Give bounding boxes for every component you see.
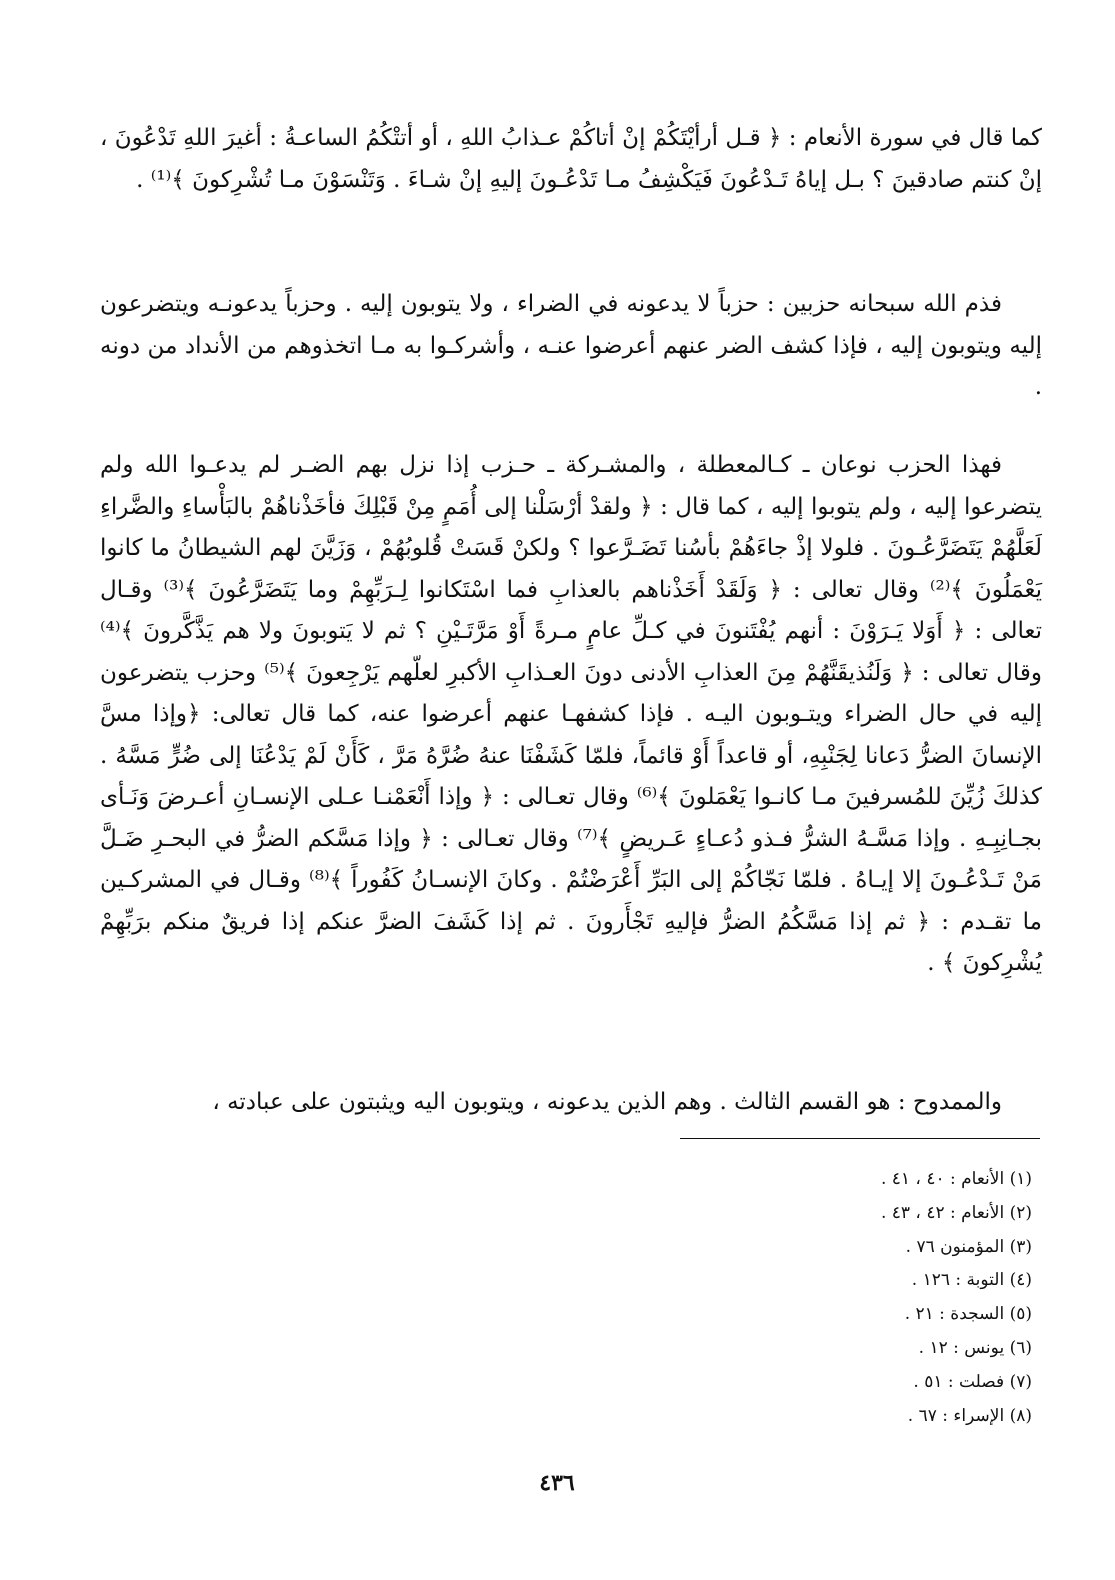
paragraph-2: فذم الله سبحانه حزبين : حزباً لا يدعونه في الضراء ، ولا يتوبون إليه . وحزباً يدعونـه ويتضرعون إليه ويتوبون إليه ، فإذا كشف الضر عنهم أعرضوا عنـه ، وأشركـوا به مـا اتخذوهم من الأنداد من دونه . <box>100 291 1042 400</box>
paragraph-1: كما قال في سورة الأنعام : ﴿ قـل أرأيْتَكُمْ إنْ أتاكُمْ عـذابُ اللهِ ، أو أتتْكُمُ الساعـةُ : أغيرَ اللهِ تَدْعُونَ ، إنْ كنتم صادقينَ ؟ بـل إياهُ تَـدْعُونَ فَيَكْشِفُ مـا تَدْعُـونَ إليهِ إنْ شـاءَ . وَتَنْسَوْنَ مـا تُشْرِكونَ ﴾⁽¹⁾ . <box>100 125 1042 193</box>
paragraph-3: فهذا الحزب نوعان ـ كـالمعطلة ، والمشـركة ـ حـزب إذا نزل بهم الضـر لم يدعـوا الله ولم يتضرعوا إليه ، ولم يتوبوا إليه ، كما قال : ﴿ ولقدْ أرْسَلْنا إلى أُمَمٍ مِنْ قَبْلِكَ فأخَذْناهُمْ بالبَأْساءِ والضَّراءِ لَعَلَّهُمْ يَتَضَرَّعُـونَ . فلولا إذْ جاءَهُمْ بأسُنا تَضَـرَّعوا ؟ ولكنْ قَسَتْ قُلوبُهُمْ ، وَزَيَّنَ لهم الشيطانُ ما كانوا يَعْمَلُونَ ﴾⁽²⁾ وقال تعالى : ﴿ وَلَقَدْ أَخَذْناهم بالعذابِ فما اسْتَكانوا لِـرَبِّهِمْ وما يَتَضَرَّعُونَ ﴾⁽³⁾ وقـال تعالى : ﴿ أَوَلا يَـرَوْنَ : أنهم يُفْتَنونَ في كـلِّ عامٍ مـرةً أَوْ مَرَّتَـيْنِ ؟ ثم لا يَتوبونَ ولا هم يَذَّكَّرونَ ﴾⁽⁴⁾ وقال تعالى : ﴿ وَلَنُذيقَنَّهُمْ مِنَ العذابِ الأدنى دونَ العـذابِ الأكبرِ لعلّهم يَرْجِعونَ ﴾⁽⁵⁾ وحزب يتضرعون إليه في حال الضراء ويتـوبون اليـه . فإذا كشفهـا عنهم أعرضوا عنه، كما قال تعالى: ﴿وإذا مسَّ الإنسانَ الضرُّ دَعانا لِجَنْبِهِ، أو قاعداً أَوْ قائماً، فلمّا كَشَفْنَا عنهُ ضُرَّهُ مَرَّ ، كَأَنْ لَمْ يَدْعُنَا إلى ضُرٍّ مَسَّهُ . كذلكَ زُيِّنَ للمُسرفينَ مـا كانـوا يَعْمَلونَ ﴾⁽⁶⁾ وقال تعـالى : ﴿ وإذا أَنْعَمْنـا عـلى الإنسـانِ أعـرضَ وَنَـأى بجـانِبِـهِ . وإذا مَسَّـهُ الشرُّ فـذو دُعـاءٍ عَـريضٍ ﴾⁽⁷⁾ وقال تعـالى : ﴿ وإذا مَسَّكم الضرُّ في البحـرِ ضَـلَّ مَنْ تَـدْعُـونَ إلا إيـاهُ . فلمّا نَجّاكُمْ إلى البَرِّ أَعْرَضْتُمْ . وكانَ الإنسـانُ كَفُوراً ﴾⁽⁸⁾ وقـال في المشركـين ما تقـدم : ﴿ ثم إذا مَسَّكُمُ الضرُّ فإليهِ تَجْأَرونَ . ثم إذا كَشَفَ الضرَّ عنكم إذا فريقٌ منكم برَبِّهِمْ يُشْرِكونَ ﴾ . <box>100 452 1042 976</box>
footnotes-list <box>660 1163 1032 1433</box>
page-number: ٤٣٦ <box>539 1470 575 1496</box>
footnote-6: (٦) يونس : ١٢ . <box>918 1337 1032 1358</box>
footnote-5: (٥) السجدة : ٢١ . <box>904 1304 1032 1325</box>
footnote-3: (٣) المؤمنون ٧٦ . <box>905 1236 1032 1257</box>
footnote-1: (١) الأنعام : ٤٠ ، ٤١ . <box>880 1169 1032 1189</box>
paragraph-4: والممدوح : هو القسم الثالث . وهم الذين يدعونه ، ويتوبون اليه ويثبتون على عبادته ، <box>212 1089 1002 1115</box>
footnote-2: (٢) الأنعام : ٤٢ ، ٤٣ . <box>880 1202 1032 1223</box>
footnote-8: (٨) الإسراء : ٦٧ . <box>907 1405 1032 1426</box>
footnote-4: (٤) التوبة : ١٢٦ . <box>911 1270 1032 1291</box>
footnote-7: (٧) فصلت : ٥١ . <box>913 1371 1032 1392</box>
footnote-separator <box>680 1138 1040 1139</box>
